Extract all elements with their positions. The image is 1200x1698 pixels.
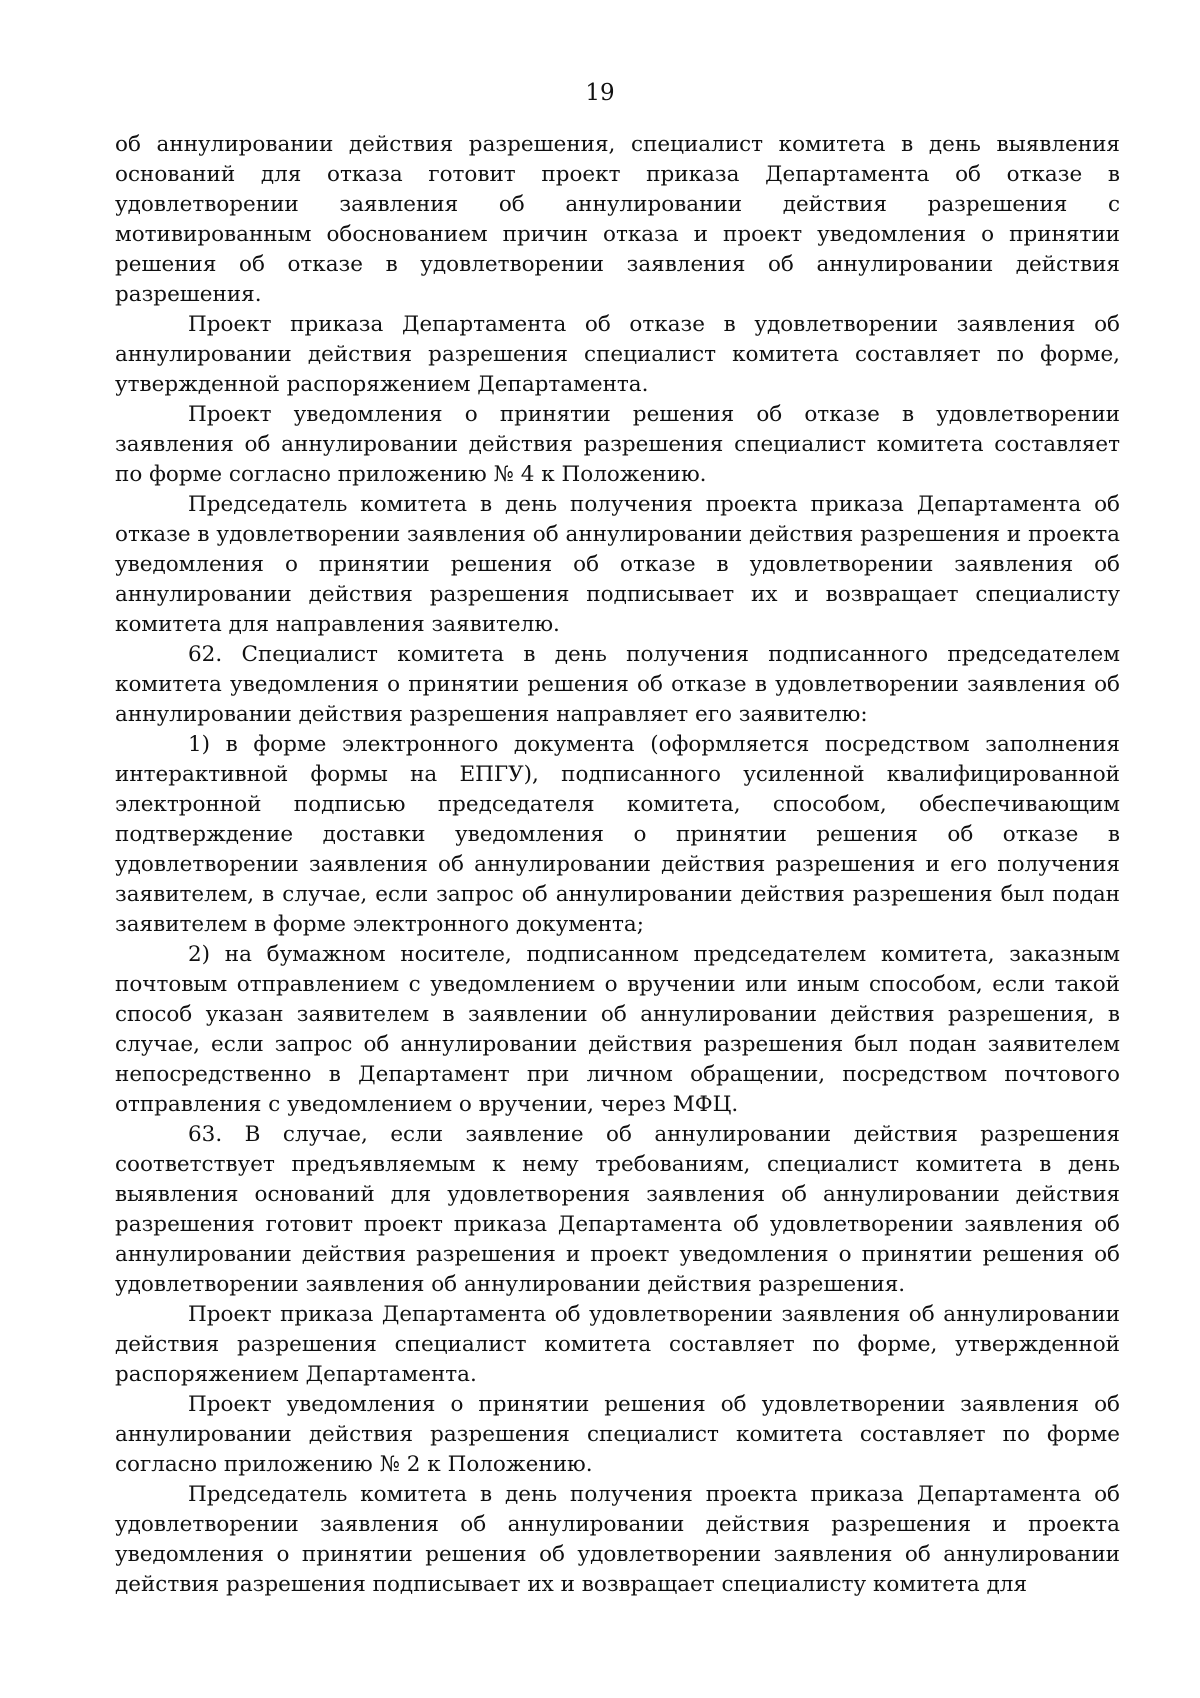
paragraph: Проект уведомления о принятии решения об удовлетворении заявления об аннулировании действия разрешения специалист комитета составляет по форме согласно приложению № 2 к Положению. — [115, 1392, 1120, 1477]
paragraph: Проект приказа Департамента об удовлетворении заявления об аннулировании действия разрешения специалист комитета составляет по форме, утвержденной распоряжением Департамента. — [115, 1302, 1120, 1387]
document-body — [115, 130, 1120, 1600]
clause-62-item-2: 2) на бумажном носителе, подписанном председателем комитета, заказным почтовым отправлением с уведомлением о вручении или иным способом, если такой способ указан заявителем в заявлении об аннулировании действия разрешения, в случае, если запрос об аннулировании действия разрешения был подан заявителем непосредственно в Департамент при личном обращении, посредством почтового отправления с уведомлением о вручении, через МФЦ. — [115, 942, 1120, 1117]
paragraph: Председатель комитета в день получения проекта приказа Департамента об удовлетворении заявления об аннулировании действия разрешения и проекта уведомления о принятии решения об удовлетворении заявления об аннулировании действия разрешения подписывает их и возвращает специалисту комитета для — [115, 1482, 1120, 1597]
page-number: 19 — [585, 80, 615, 106]
paragraph: Председатель комитета в день получения проекта приказа Департамента об отказе в удовлетворении заявления об аннулировании действия разрешения и проекта уведомления о принятии решения об отказе в удовлетворении заявления об аннулировании действия разрешения подписывает их и возвращает специалисту комитета для направления заявителю. — [115, 492, 1120, 637]
clause-62: 62. Специалист комитета в день получения подписанного председателем комитета уведомления о принятии решения об отказе в удовлетворении заявления об аннулировании действия разрешения направляет его заявителю: — [115, 642, 1120, 727]
clause-63: 63. В случае, если заявление об аннулировании действия разрешения соответствует предъявляемым к нему требованиям, специалист комитета в день выявления оснований для удовлетворения заявления об аннулировании действия разрешения готовит проект приказа Департамента об удовлетворении заявления об аннулировании действия разрешения и проект уведомления о принятии решения об удовлетворении заявления об аннулировании действия разрешения. — [115, 1122, 1120, 1297]
paragraph-continuation: об аннулировании действия разрешения, специалист комитета в день выявления оснований для отказа готовит проект приказа Департамента об отказе в удовлетворении заявления об аннулировании действия разрешения с мотивированным обоснованием причин отказа и проект уведомления о принятии решения об отказе в удовлетворении заявления об аннулировании действия разрешения. — [115, 132, 1120, 307]
paragraph: Проект приказа Департамента об отказе в удовлетворении заявления об аннулировании действия разрешения специалист комитета составляет по форме, утвержденной распоряжением Департамента. — [115, 312, 1120, 397]
clause-62-item-1: 1) в форме электронного документа (оформляется посредством заполнения интерактивной формы на ЕПГУ), подписанного усиленной квалифицированной электронной подписью председателя комитета, способом, обеспечивающим подтверждение доставки уведомления о принятии решения об отказе в удовлетворении заявления об аннулировании действия разрешения и его получения заявителем, в случае, если запрос об аннулировании действия разрешения был подан заявителем в форме электронного документа; — [115, 732, 1120, 937]
paragraph: Проект уведомления о принятии решения об отказе в удовлетворении заявления об аннулировании действия разрешения специалист комитета составляет по форме согласно приложению № 4 к Положению. — [115, 402, 1120, 487]
